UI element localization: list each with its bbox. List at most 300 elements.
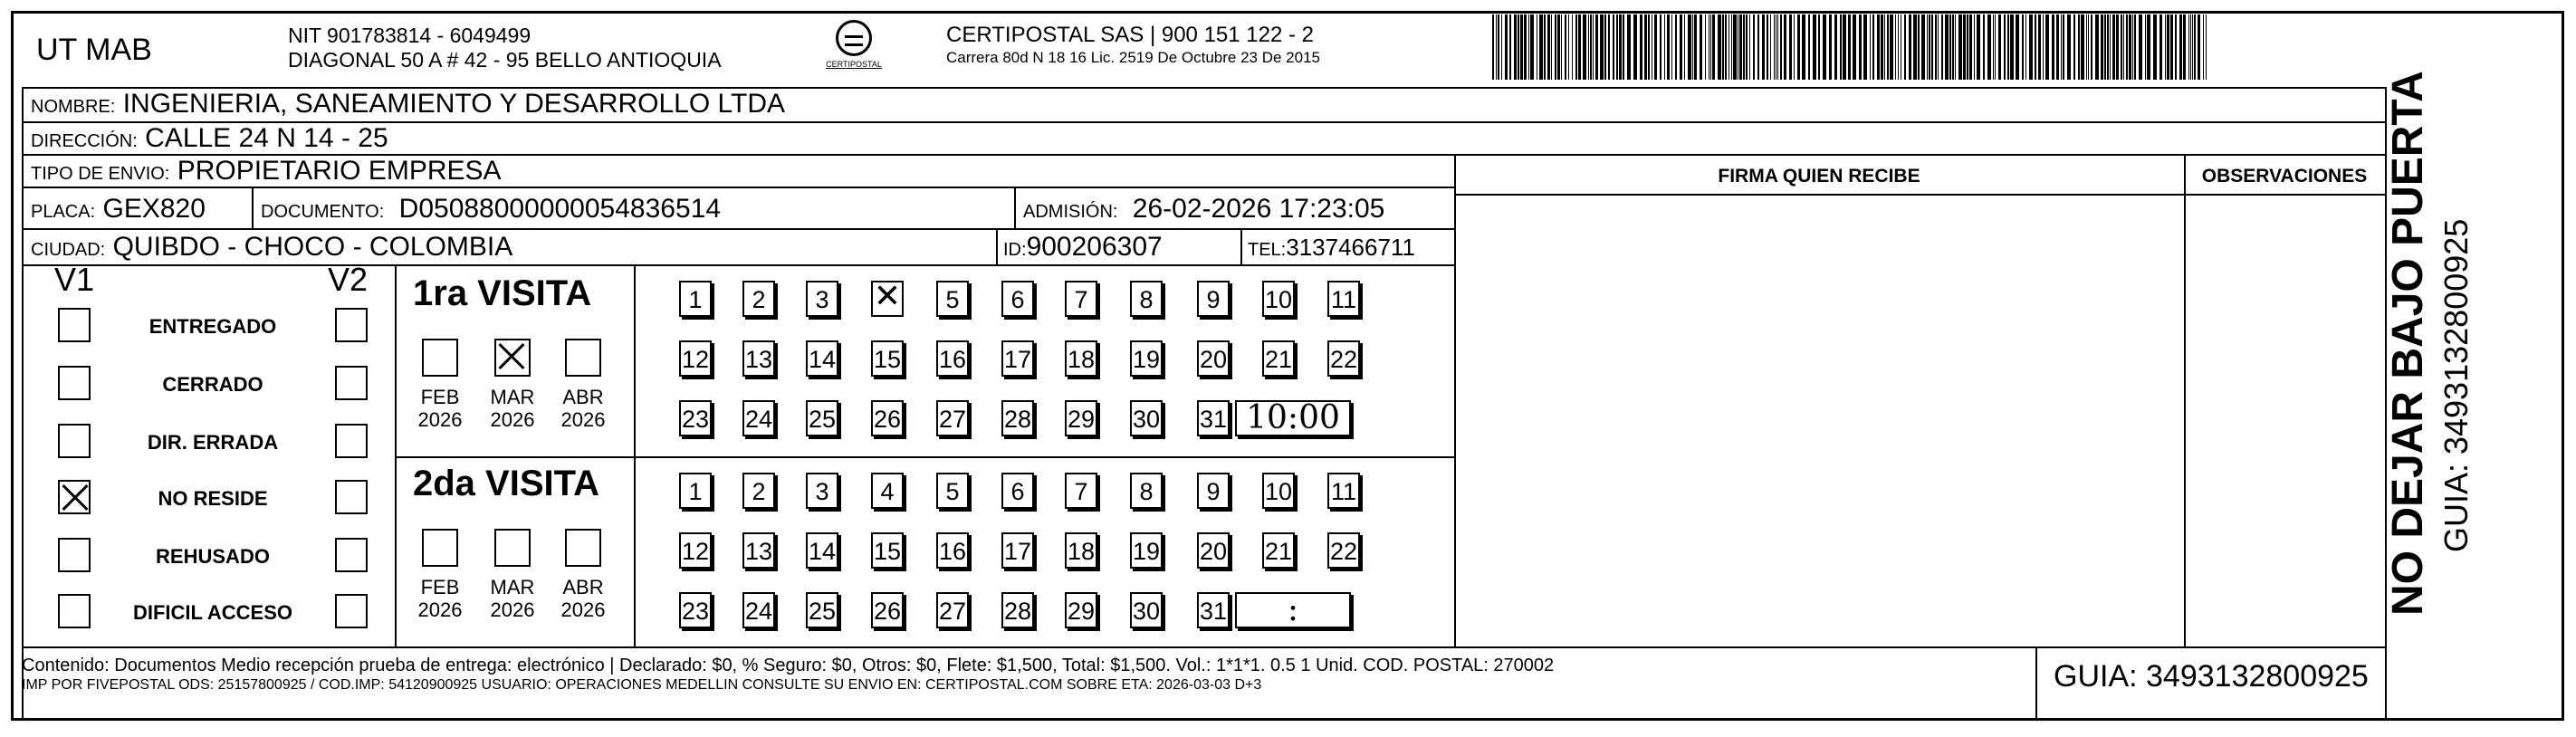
barcode-bar: [1904, 14, 1906, 80]
divider: [395, 456, 1454, 458]
barcode-bar: [2112, 14, 2115, 80]
barcode-bar: [1746, 14, 1748, 80]
barcode-bar: [1767, 14, 1768, 80]
barcode-bar: [1660, 14, 1661, 80]
id-label: ID:: [1003, 240, 1027, 260]
month-name: ABR: [562, 386, 604, 408]
obs-label: OBSERVACIONES: [2201, 166, 2368, 187]
logo-text: CERTIPOSTAL: [826, 60, 882, 69]
admision-label: ADMISIÓN:: [1023, 202, 1118, 222]
direccion-value: CALLE 24 N 14 - 25: [145, 123, 388, 153]
barcode-bar: [2107, 14, 2109, 80]
barcode-bar: [1921, 14, 1925, 80]
day-box[interactable]: 29: [1065, 592, 1097, 628]
day-box[interactable]: 29: [1065, 400, 1097, 436]
barcode-bar: [1949, 14, 1951, 80]
month-checkbox[interactable]: [422, 529, 458, 567]
barcode-bar: [1859, 14, 1862, 80]
logo-icon: [836, 20, 872, 56]
barcode-bar: [1898, 14, 1899, 80]
barcode-bar: [1941, 14, 1943, 80]
barcode-bar: [2056, 14, 2059, 80]
month-label: [485, 386, 540, 431]
barcode-bar: [2010, 14, 2014, 80]
barcode-bar: [1595, 14, 1598, 80]
month-label: [413, 576, 467, 621]
barcode-bar: [1733, 14, 1737, 80]
barcode-bar: [2078, 14, 2080, 80]
barcode-bar: [2022, 14, 2024, 80]
barcode-bar: [1692, 14, 1693, 80]
barcode-bar: [1770, 14, 1771, 80]
divider: [1240, 228, 1242, 264]
barcode-bar: [2110, 14, 2111, 80]
barcode-bar: [2123, 14, 2124, 80]
barcode-bar: [1520, 14, 1523, 80]
barcode-bar: [1931, 14, 1933, 80]
barcode-bar: [2134, 14, 2136, 80]
tipo-row: [31, 156, 502, 189]
status-label: REHUSADO: [156, 545, 270, 568]
barcode-bar: [1664, 14, 1665, 80]
barcode-bar: [1671, 14, 1672, 80]
barcode-bar: [1705, 14, 1706, 80]
barcode-bar: [1684, 14, 1685, 80]
barcode-bar: [1774, 14, 1775, 80]
status-label: CERRADO: [162, 373, 263, 396]
day-box[interactable]: 1: [679, 281, 712, 317]
day-box[interactable]: 3: [806, 473, 838, 509]
day-box[interactable]: 16: [936, 340, 969, 377]
day-box[interactable]: 7: [1065, 281, 1097, 317]
barcode-bar: [1509, 14, 1511, 80]
day-box[interactable]: 3: [806, 281, 838, 317]
barcode-bar: [1572, 14, 1573, 80]
day-box[interactable]: 23: [679, 400, 712, 436]
month-checkbox[interactable]: [565, 339, 601, 377]
barcode-bar: [2190, 14, 2191, 80]
certipostal-logo: [826, 20, 882, 74]
direccion-row: [31, 123, 388, 157]
day-box[interactable]: 17: [1001, 340, 1034, 377]
month-year: 2026: [417, 408, 463, 431]
time-box[interactable]: :: [1235, 592, 1351, 628]
barcode-bar: [2126, 14, 2128, 80]
barcode-bar: [1848, 14, 1851, 80]
barcode-bar: [2045, 14, 2049, 80]
barcode-bar: [1694, 14, 1697, 80]
day-box[interactable]: 17: [1001, 532, 1034, 569]
barcode-bar: [1590, 14, 1592, 80]
barcode-bar: [2101, 14, 2103, 80]
divider: [1454, 154, 1456, 646]
nombre-row: [31, 89, 785, 122]
company-name: UT MAB: [36, 33, 152, 67]
divider: [22, 646, 2387, 648]
barcode-bar: [2167, 14, 2169, 80]
day-box[interactable]: 28: [1001, 400, 1034, 436]
divider: [996, 228, 998, 264]
v1-checkbox[interactable]: [58, 424, 91, 458]
day-box[interactable]: 2: [742, 473, 775, 509]
month-name: ABR: [562, 576, 604, 598]
status-label: NO RESIDE: [158, 487, 268, 510]
day-box[interactable]: 19: [1130, 532, 1163, 569]
v2-checkbox[interactable]: [335, 366, 368, 400]
day-box[interactable]: 5: [936, 473, 969, 509]
barcode-bar: [1823, 14, 1826, 80]
barcode-bar: [1789, 14, 1792, 80]
day-box[interactable]: 26: [871, 400, 904, 436]
divider: [395, 264, 397, 646]
placa-label: PLACA:: [31, 202, 96, 222]
barcode-bar: [1870, 14, 1871, 80]
barcode-bar: [1600, 14, 1604, 80]
barcode-bar: [1492, 14, 1494, 80]
barcode-bar: [1712, 14, 1715, 80]
month-year: 2026: [560, 408, 606, 431]
barcode-bar: [1829, 14, 1832, 80]
v2-checkbox[interactable]: [335, 538, 368, 572]
ciudad-cell: [31, 232, 512, 265]
barcode-bar: [1648, 14, 1650, 80]
day-box[interactable]: 13: [742, 340, 775, 377]
visit2-title: 2da VISITA: [413, 464, 599, 503]
day-box[interactable]: 21: [1262, 532, 1295, 569]
barcode-bar: [1710, 14, 1711, 80]
day-box[interactable]: 19: [1130, 340, 1163, 377]
barcode-bar: [1528, 14, 1529, 80]
barcode-bar: [2170, 14, 2173, 80]
v1-checkbox[interactable]: [58, 538, 91, 572]
barcode-bar: [1784, 14, 1786, 80]
barcode-bar: [2086, 14, 2087, 80]
barcode-bar: [1929, 14, 1930, 80]
barcode-bar: [2198, 14, 2200, 80]
barcode-bar: [1802, 14, 1805, 80]
barcode-bar: [2088, 14, 2089, 80]
barcode-bar: [1877, 14, 1880, 80]
day-box[interactable]: 15: [871, 532, 904, 569]
barcode-bar: [2007, 14, 2009, 80]
barcode-bar: [1993, 14, 1994, 80]
barcode-bar: [1749, 14, 1750, 80]
v2-label: V2: [328, 261, 369, 298]
firma-header: [1454, 161, 2184, 192]
barcode-bar: [1608, 14, 1610, 80]
day-box[interactable]: [871, 281, 904, 317]
barcode-bar: [1895, 14, 1896, 80]
documento-value: D05088000000054836514: [398, 194, 722, 224]
day-box[interactable]: 25: [806, 400, 838, 436]
barcode-bar: [2194, 14, 2196, 80]
barcode-bar: [2025, 14, 2026, 80]
barcode-bar: [1777, 14, 1778, 80]
visit1-title: 1ra VISITA: [413, 273, 592, 313]
barcode-bar: [1575, 14, 1577, 80]
barcode-bar: [1640, 14, 1642, 80]
v1-checkbox[interactable]: [58, 366, 91, 400]
day-box[interactable]: 18: [1065, 532, 1097, 569]
barcode-bar: [1881, 14, 1883, 80]
tipo-label: TIPO DE ENVIO:: [31, 164, 170, 184]
day-box[interactable]: 6: [1001, 281, 1034, 317]
barcode-bar: [1555, 14, 1556, 80]
nombre-value: INGENIERIA, SANEAMIENTO Y DESARROLLO LTDA: [122, 89, 785, 119]
barcode-bar: [2159, 14, 2162, 80]
barcode-bar: [1998, 14, 2001, 80]
v1-checkbox[interactable]: [58, 480, 91, 514]
barcode-bar: [1913, 14, 1917, 80]
day-box[interactable]: 11: [1327, 281, 1360, 317]
barcode-bar: [1725, 14, 1727, 80]
month-name: FEB: [420, 576, 460, 598]
day-box[interactable]: 16: [936, 532, 969, 569]
day-box[interactable]: 13: [742, 532, 775, 569]
barcode-bar: [1722, 14, 1724, 80]
barcode-bar: [1955, 14, 1956, 80]
barcode-bar: [1974, 14, 1975, 80]
divider: [1454, 194, 2387, 196]
day-box[interactable]: 9: [1197, 473, 1230, 509]
barcode-bar: [2145, 14, 2146, 80]
v2-checkbox[interactable]: [335, 424, 368, 458]
barcode-bar: [1633, 14, 1637, 80]
barcode-bar: [1890, 14, 1893, 80]
barcode-bar: [1967, 14, 1968, 80]
barcode-bar: [1813, 14, 1816, 80]
day-box[interactable]: 1: [679, 473, 712, 509]
barcode-bar: [1667, 14, 1670, 80]
tel-cell: [1248, 232, 1415, 265]
barcode-bar: [2153, 14, 2157, 80]
month-name: MAR: [490, 576, 535, 598]
tel-label: TEL:: [1248, 240, 1287, 260]
v1-label: V1: [54, 261, 95, 298]
documento-cell: [261, 194, 721, 227]
day-box[interactable]: 24: [742, 592, 775, 628]
obs-header: [2184, 161, 2385, 192]
day-box[interactable]: 18: [1065, 340, 1097, 377]
barcode-bar: [1780, 14, 1782, 80]
barcode-bar: [1561, 14, 1562, 80]
barcode-bar: [1565, 14, 1566, 80]
footer-guia: GUIA: 3493132800925: [2054, 659, 2369, 694]
barcode-bar: [1501, 14, 1502, 80]
barcode-bar: [2061, 14, 2062, 80]
barcode-bar: [2206, 14, 2207, 80]
status-label: DIR. ERRADA: [147, 431, 279, 454]
barcode-bar: [2043, 14, 2044, 80]
footer-line1: Contenido: Documentos Medio recepción prueba de entrega: electrónico | Declarado: $0, % Seguro: $0, Otros: $0, Flete: $1,500, Total: $1,500. Vol.: 1*1*1. 0.5 1 Unid. COD. POSTAL: 270002: [22, 656, 1555, 675]
day-box[interactable]: 10: [1262, 281, 1295, 317]
barcode-bar: [1945, 14, 1949, 80]
barcode-bar: [1977, 14, 1980, 80]
day-box[interactable]: 31: [1197, 592, 1230, 628]
footer-line2: IMP POR FIVEPOSTAL ODS: 25157800925 / COD.IMP: 54120900925 USUARIO: OPERACIONES MEDELLIN CONSULTE SU ENVIO EN: CERTIPOSTAL.COM SOBRE ETA: 2026-03-03 D+3: [22, 677, 1262, 693]
barcode-bar: [2179, 14, 2182, 80]
barcode-bar: [1688, 14, 1691, 80]
day-box[interactable]: 9: [1197, 281, 1230, 317]
day-box[interactable]: 30: [1130, 400, 1163, 436]
barcode-bar: [2116, 14, 2119, 80]
barcode-bar: [1872, 14, 1874, 80]
divider: [1014, 187, 1016, 228]
barcode-bar: [2188, 14, 2189, 80]
v1-checkbox[interactable]: [58, 308, 91, 342]
barcode-bar: [1568, 14, 1569, 80]
month-checkbox[interactable]: [494, 529, 531, 567]
barcode-bar: [1927, 14, 1928, 80]
firma-label: FIRMA QUIEN RECIBE: [1718, 166, 1920, 187]
day-box[interactable]: 30: [1130, 592, 1163, 628]
barcode-bar: [2203, 14, 2204, 80]
day-box[interactable]: 26: [871, 592, 904, 628]
month-checkbox[interactable]: [422, 339, 458, 377]
month-label: [485, 576, 540, 621]
barcode-bar: [1834, 14, 1837, 80]
month-label: [413, 386, 467, 431]
barcode-bar: [1935, 14, 1937, 80]
ciudad-label: CIUDAD:: [31, 240, 106, 260]
day-box[interactable]: 27: [936, 400, 969, 436]
month-name: FEB: [420, 386, 460, 408]
barcode: [1492, 14, 2207, 80]
month-year: 2026: [560, 598, 606, 621]
day-box[interactable]: 14: [806, 532, 838, 569]
day-box[interactable]: 22: [1327, 340, 1360, 377]
barcode-bar: [1498, 14, 1499, 80]
month-label: [556, 386, 610, 431]
barcode-bar: [1588, 14, 1589, 80]
barcode-bar: [1551, 14, 1552, 80]
tipo-value: PROPIETARIO EMPRESA: [177, 156, 502, 186]
barcode-bar: [1623, 14, 1624, 80]
day-box[interactable]: 6: [1001, 473, 1034, 509]
barcode-bar: [2175, 14, 2177, 80]
id-value: 900206307: [1026, 232, 1163, 262]
day-box[interactable]: 8: [1130, 281, 1163, 317]
barcode-bar: [1731, 14, 1732, 80]
barcode-bar: [1739, 14, 1742, 80]
barcode-bar: [1983, 14, 1985, 80]
direccion-label: DIRECCIÓN:: [31, 131, 138, 151]
courier-name: CERTIPOSTAL SAS | 900 151 122 - 2: [946, 23, 1314, 47]
barcode-bar: [1753, 14, 1755, 80]
day-box[interactable]: 21: [1262, 340, 1295, 377]
v2-checkbox[interactable]: [335, 480, 368, 514]
barcode-bar: [1938, 14, 1939, 80]
v1-checkbox[interactable]: [58, 594, 91, 628]
barcode-bar: [1496, 14, 1497, 80]
day-box[interactable]: 12: [679, 340, 712, 377]
barcode-bar: [1884, 14, 1885, 80]
barcode-bar: [1654, 14, 1657, 80]
day-box[interactable]: 20: [1197, 340, 1230, 377]
barcode-bar: [1797, 14, 1800, 80]
day-box[interactable]: 15: [871, 340, 904, 377]
placa-value: GEX820: [102, 194, 206, 224]
barcode-bar: [1578, 14, 1581, 80]
barcode-bar: [2029, 14, 2033, 80]
company-info: [288, 24, 722, 72]
barcode-bar: [1593, 14, 1594, 80]
day-box[interactable]: 8: [1130, 473, 1163, 509]
day-box[interactable]: 10: [1262, 473, 1295, 509]
side-warning: NO DEJAR BAJO PUERTA: [2384, 71, 2432, 616]
day-box[interactable]: 22: [1327, 532, 1360, 569]
status-label: ENTREGADO: [148, 315, 277, 338]
side-guia: GUIA: 3493132800925: [2437, 218, 2475, 552]
admision-cell: [1023, 194, 1384, 227]
barcode-bar: [1700, 14, 1702, 80]
barcode-bar: [2073, 14, 2075, 80]
day-box[interactable]: 24: [742, 400, 775, 436]
barcode-bar: [1818, 14, 1820, 80]
v2-checkbox[interactable]: [335, 594, 368, 628]
barcode-bar: [2129, 14, 2131, 80]
day-box[interactable]: 12: [679, 532, 712, 569]
day-box[interactable]: 2: [742, 281, 775, 317]
month-checkbox[interactable]: [565, 529, 601, 567]
day-box[interactable]: 28: [1001, 592, 1034, 628]
barcode-bar: [2081, 14, 2084, 80]
time-box[interactable]: 10:00: [1235, 400, 1351, 436]
barcode-bar: [1644, 14, 1647, 80]
barcode-bar: [2165, 14, 2166, 80]
nit: NIT 901783814 - 6049499: [288, 24, 531, 47]
month-year: 2026: [490, 598, 535, 621]
barcode-bar: [2183, 14, 2186, 80]
barcode-bar: [2067, 14, 2071, 80]
day-box[interactable]: 4: [871, 473, 904, 509]
barcode-bar: [2004, 14, 2006, 80]
day-box[interactable]: 31: [1197, 400, 1230, 436]
barcode-bar: [1918, 14, 1920, 80]
barcode-bar: [1958, 14, 1962, 80]
barcode-bar: [1539, 14, 1543, 80]
id-cell: [1003, 232, 1163, 265]
month-label: [556, 576, 610, 621]
barcode-bar: [1743, 14, 1745, 80]
day-box[interactable]: 7: [1065, 473, 1097, 509]
admision-value: 26-02-2026 17:23:05: [1132, 194, 1385, 224]
barcode-bar: [1853, 14, 1856, 80]
day-box[interactable]: 20: [1197, 532, 1230, 569]
barcode-bar: [2035, 14, 2036, 80]
barcode-bar: [1544, 14, 1546, 80]
barcode-bar: [1547, 14, 1550, 80]
day-box[interactable]: 5: [936, 281, 969, 317]
barcode-bar: [1514, 14, 1517, 80]
v2-checkbox[interactable]: [335, 308, 368, 342]
day-box[interactable]: 11: [1327, 473, 1360, 509]
barcode-bar: [1863, 14, 1867, 80]
day-box[interactable]: 14: [806, 340, 838, 377]
courier-info: [946, 24, 1320, 69]
barcode-bar: [1840, 14, 1842, 80]
month-checkbox[interactable]: [494, 339, 531, 377]
barcode-bar: [2132, 14, 2133, 80]
nombre-label: NOMBRE:: [31, 97, 116, 117]
day-box[interactable]: 23: [679, 592, 712, 628]
barcode-bar: [2192, 14, 2193, 80]
barcode-bar: [1757, 14, 1759, 80]
day-box[interactable]: 27: [936, 592, 969, 628]
barcode-bar: [1680, 14, 1682, 80]
day-box[interactable]: 25: [806, 592, 838, 628]
barcode-bar: [1557, 14, 1560, 80]
